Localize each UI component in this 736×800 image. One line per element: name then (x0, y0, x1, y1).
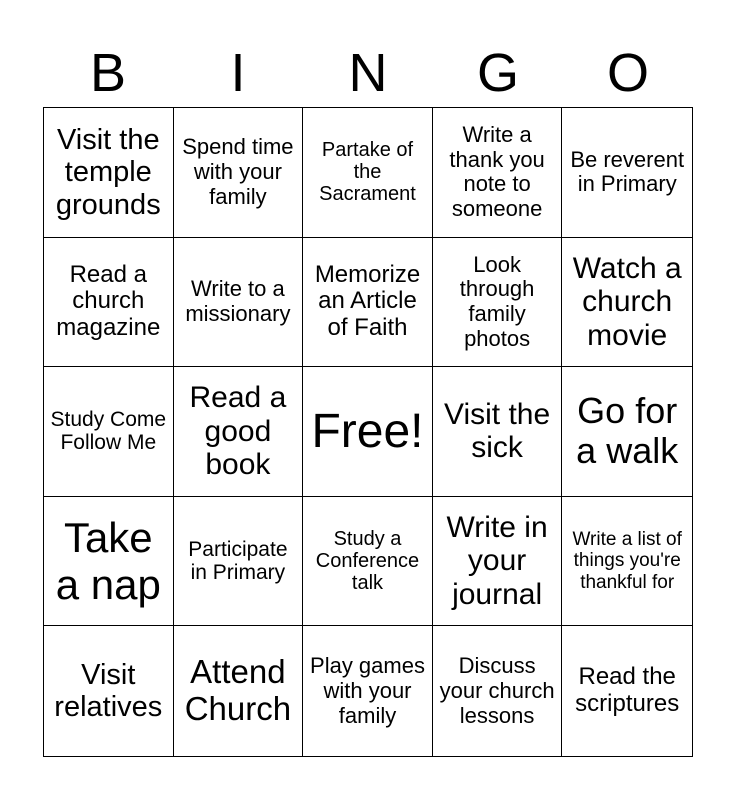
bingo-cell-o4[interactable] (562, 497, 692, 627)
bingo-cell-label: Spend time with your family (182, 134, 294, 209)
header-letter-o: O (606, 43, 649, 103)
bingo-cell-b5[interactable] (44, 626, 174, 756)
bingo-cell-label: Be reverent in Primary (570, 146, 685, 197)
bingo-cell-i3[interactable] (174, 367, 304, 497)
bingo-cell-g2[interactable] (433, 238, 563, 368)
bingo-cell-g5[interactable] (433, 626, 563, 756)
bingo-board (43, 107, 693, 757)
bingo-cell-label: Read a good book (189, 381, 287, 482)
bingo-cell-o5[interactable] (562, 626, 692, 756)
bingo-cell-label: Study Come Follow Me (50, 407, 167, 455)
bingo-cell-o3[interactable] (562, 367, 692, 497)
bingo-cell-label: Write a thank you note to someone (449, 122, 545, 221)
bingo-cell-label: Discuss your church lessons (439, 653, 555, 728)
bingo-cell-label: Study a Conference talk (315, 527, 420, 595)
bingo-cell-i5[interactable] (174, 626, 304, 756)
bingo-cell-n4[interactable] (303, 497, 433, 627)
bingo-cell-label: Take a nap (55, 514, 161, 609)
bingo-cell-i2[interactable] (174, 238, 304, 368)
bingo-cell-label: Visit relatives (54, 658, 163, 724)
header-letter-n: N (348, 43, 388, 103)
bingo-cell-label: Attend Church (184, 653, 292, 728)
bingo-header (43, 40, 693, 106)
bingo-cell-label: Watch a church movie (572, 251, 682, 352)
bingo-cell-b3[interactable] (44, 367, 174, 497)
bingo-cell-g4[interactable] (433, 497, 563, 627)
header-letter-i: I (230, 43, 246, 103)
bingo-cell-n2[interactable] (303, 238, 433, 368)
bingo-cell-label: Participate in Primary (188, 537, 288, 585)
bingo-cell-o2[interactable] (562, 238, 692, 368)
bingo-cell-b1[interactable] (44, 108, 174, 238)
bingo-cell-i4[interactable] (174, 497, 304, 627)
bingo-cell-b4[interactable] (44, 497, 174, 627)
bingo-cell-label: Memorize an Article of Faith (314, 260, 421, 342)
bingo-cell-label: Play games with your family (310, 653, 425, 728)
bingo-cell-label: Write to a missionary (185, 276, 291, 326)
free-space-label: Free! (311, 404, 424, 458)
bingo-cell-label: Read a church magazine (56, 260, 161, 342)
bingo-cell-g3[interactable] (433, 367, 563, 497)
bingo-cell-label: Read the scriptures (575, 663, 680, 718)
bingo-cell-o1[interactable] (562, 108, 692, 238)
bingo-cell-label: Partake of the Sacrament (319, 138, 416, 206)
bingo-cell-label: Go for a walk (576, 390, 679, 472)
header-letter-b: B (89, 43, 127, 103)
free-space-cell[interactable] (303, 367, 433, 497)
bingo-cell-g1[interactable] (433, 108, 563, 238)
bingo-cell-label: Visit the temple grounds (55, 123, 161, 221)
bingo-cell-label: Visit the sick (444, 397, 551, 465)
bingo-cell-label: Write in your journal (446, 510, 548, 611)
bingo-cell-i1[interactable] (174, 108, 304, 238)
bingo-cell-b2[interactable] (44, 238, 174, 368)
header-letter-g: G (476, 43, 519, 103)
bingo-cell-n1[interactable] (303, 108, 433, 238)
bingo-cell-label: Write a list of things you're thankful for (572, 529, 682, 593)
bingo-cell-label: Look through family photos (459, 251, 535, 351)
bingo-cell-n5[interactable] (303, 626, 433, 756)
